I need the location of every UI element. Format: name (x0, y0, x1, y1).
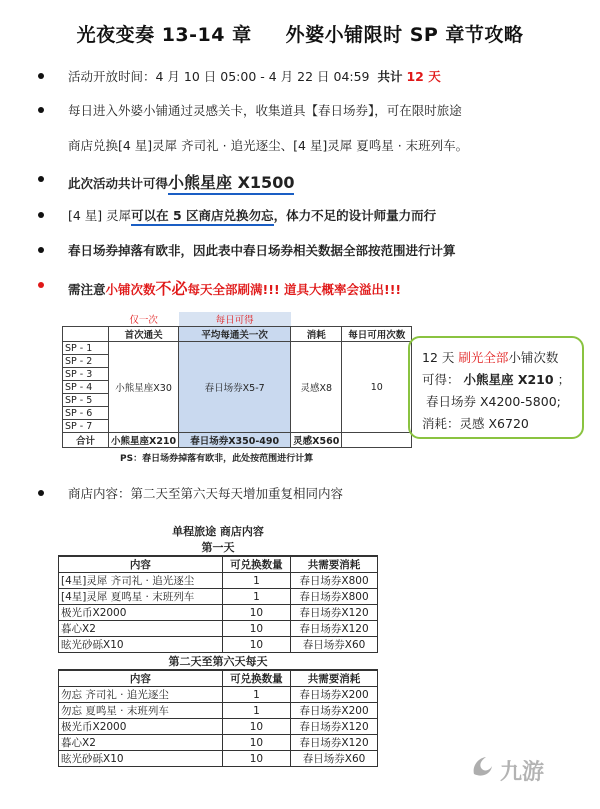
reward-highlight: 小熊星座 X1500 (168, 173, 294, 195)
bullet-dot-icon (38, 73, 44, 79)
summary-tag-row (63, 312, 412, 327)
summary-ps-note: PS：春日场券掉落有欧非，此处按范围进行计算 (120, 454, 314, 464)
watermark: 九游 (500, 760, 545, 785)
shop-row: 暮心X2 10 春日场券X120 (59, 621, 378, 637)
summary-row-sp6: SP - 6 (63, 407, 412, 420)
first-clear-value: 小熊星座X30 (109, 342, 179, 433)
summary-row-sp1: SP - 1 小熊星座X30 春日场券X5-7 灵感X8 10 (63, 342, 412, 355)
shop-section-day2to6: 第二天至第六天每天 (168, 655, 268, 668)
shop-title-row: 单程旅途 商店内容 (172, 525, 264, 538)
cost-value: 灵感X8 (291, 342, 342, 433)
shop-row: [4星]灵犀 齐司礼 · 追光逐尘 1 春日场券X800 (59, 573, 378, 589)
shop-header-row-2: 内容 可兑换数量 共需要消耗 (59, 670, 378, 687)
bullet-dot-icon (38, 107, 44, 113)
tag-once: 仅一次 (129, 315, 158, 326)
shop-row: 极光币X2000 10 春日场券X120 (59, 605, 378, 621)
shop-section-day1: 第一天 (201, 541, 235, 554)
summary-total-row: 合计 小熊星座X210 春日场券X350-490 灵感X560 (63, 433, 412, 448)
total-days: 12 天 (406, 69, 441, 84)
shop-row: [4星]灵犀 夏鸣星 · 末班列车 1 春日场券X800 (59, 589, 378, 605)
jiuyou-logo-icon (468, 752, 496, 780)
shop-table (58, 523, 378, 767)
summary-row-sp2: SP - 2 (63, 355, 412, 368)
title-right: 外婆小铺限时 SP 章节攻略 (285, 24, 524, 46)
bullet-dot-icon (38, 247, 44, 253)
tag-daily: 每日可得 (179, 312, 291, 327)
bullet-dot-icon (38, 490, 44, 496)
summary-row-sp5: SP - 5 (63, 394, 412, 407)
summary-row-sp4: SP - 4 (63, 381, 412, 394)
shop-row: 暮心X2 10 春日场券X120 (59, 735, 378, 751)
shop-header-row-1: 内容 可兑换数量 共需要消耗 (59, 556, 378, 573)
summary-row-sp3: SP - 3 (63, 368, 412, 381)
avg-value: 春日场券X5-7 (179, 342, 291, 433)
bullet-dot-icon (38, 176, 44, 182)
bullet-dot-icon (38, 282, 44, 288)
daily-times-value: 10 (342, 342, 412, 433)
page-title (0, 20, 600, 47)
summary-row-sp7: SP - 7 (63, 420, 412, 433)
summary-header-row: 首次通关 平均每通关一次 消耗 每日可用次数 (63, 327, 412, 342)
shop-row: 眩光砂砾X10 10 春日场券X60 (59, 751, 378, 767)
shop-row: 极光币X2000 10 春日场券X120 (59, 719, 378, 735)
shop-row: 勿忘 夏鸣星 · 末班列车 1 春日场券X200 (59, 703, 378, 719)
bullet-dot-icon (38, 212, 44, 218)
shop-row: 眩光砂砾X10 10 春日场券X60 (59, 637, 378, 653)
shop-row: 勿忘 齐司礼 · 追光逐尘 1 春日场券X200 (59, 687, 378, 703)
summary-callout-box: 12 天 刷光全部小铺次数 可得： 小熊星座 X210 ； 春日场券 X4200-5800; 消耗：灵感 X6720 (408, 336, 584, 439)
summary-table (62, 312, 412, 448)
title-left: 光夜变奏 13-14 章 (76, 24, 252, 46)
